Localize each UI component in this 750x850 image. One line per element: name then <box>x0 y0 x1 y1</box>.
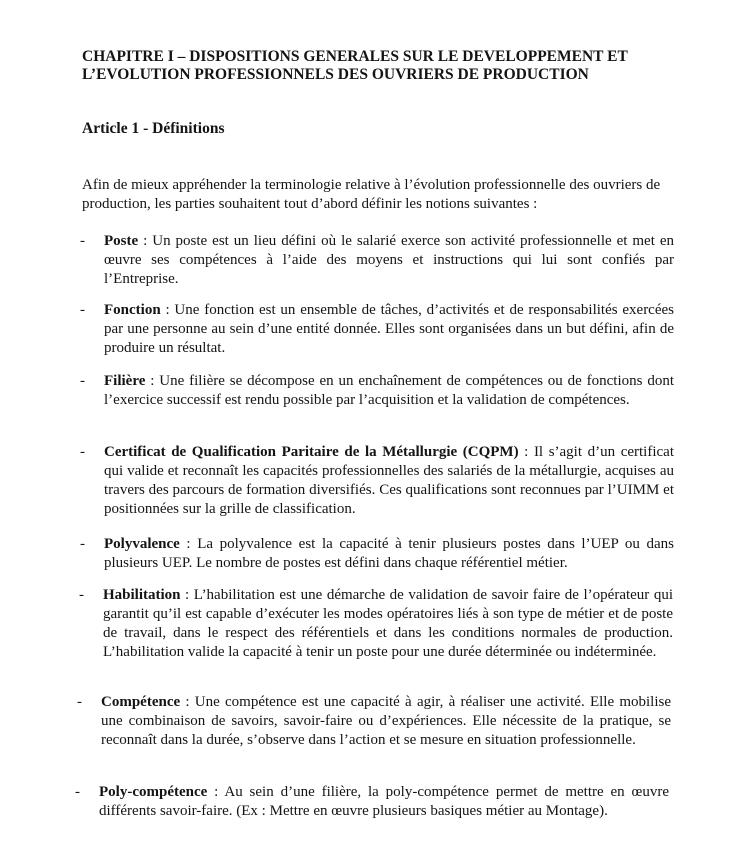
bullet-dash: - <box>80 536 85 552</box>
definition-item-filiere <box>80 372 675 410</box>
definition-separator: : <box>160 302 175 318</box>
definition-term: Fonction <box>104 302 161 318</box>
definition-text: Un poste est un lieu défini où le salarié exerce son activité professionnelle et met en œuvre ses compétences à l’aide des moyens et instructions qui lui sont confiés par l’Entreprise. <box>104 233 674 287</box>
definition-text: Au sein d’une filière, la poly-compétence permet de mettre en œuvre différents savoir-faire. (Ex : Mettre en œuvre plusieurs basiques métier au Montage). <box>99 784 670 819</box>
definition-term: Certificat de Qualification Paritaire de la Métallurgie (CQPM) <box>104 444 519 460</box>
definition-text: Une filière se décompose en un enchaînement de compétences ou de fonctions dont l’exercice successif est rendu possible par l’acquisition et la validation de compétences. <box>104 373 675 408</box>
definition-item-polyvalence <box>80 535 675 573</box>
definition-text: L’habilitation est une démarche de validation de savoir faire de l’opérateur qui garantit qu’il est capable d’exécuter les modes opératoires liés à son type de métier et de poste de travail, dans le respect des référentiels et dans les conditions normales de production. L’habilitation valide la capacité à tenir un poste pour une durée déterminée ou indéterminée. <box>103 587 674 660</box>
definition-item-poste <box>80 232 674 289</box>
chapter-title-line-1: CHAPITRE I – DISPOSITIONS GENERALES SUR LE DEVELOPPEMENT ET <box>82 48 628 65</box>
definition-separator: : <box>518 444 534 460</box>
bullet-dash: - <box>80 302 85 318</box>
article-title: Article 1 - Définitions <box>82 120 225 137</box>
bullet-dash: - <box>77 694 82 710</box>
definition-term: Compétence <box>101 694 181 710</box>
definition-term: Polyvalence <box>104 536 180 552</box>
definition-term: Filière <box>104 373 146 389</box>
definition-separator: : <box>138 233 153 249</box>
definition-text: La polyvalence est la capacité à tenir plusieurs postes dans l’UEP ou dans plusieurs UEP. Le nombre de postes est défini dans chaque référentiel métier. <box>104 536 675 571</box>
definition-text: Il s’agit d’un certificat qui valide et reconnaît les capacités professionnelles des salariés de la métallurgie, acquises au travers des parcours de formation diversifiés. Ces qualifications sont reconnues par l’UIMM et positionnées sur la grille de classification. <box>104 444 674 517</box>
definition-item-poly-competence <box>75 783 670 821</box>
definition-term: Poly-compétence <box>99 784 208 800</box>
definition-item-competence <box>77 693 671 750</box>
definition-item-cqpm <box>80 443 674 519</box>
bullet-dash: - <box>79 587 84 603</box>
definition-item-habilitation <box>79 586 674 662</box>
definition-separator: : <box>180 587 194 603</box>
definition-text: Une compétence est une capacité à agir, à réaliser une activité. Elle mobilise une combinaison de savoirs, savoir-faire ou d’expériences. Elle nécessite de la pratique, se reconnaît dans la durée, s’observe dans l’action et se mesure en situation professionnelle. <box>101 694 671 748</box>
bullet-dash: - <box>80 233 85 249</box>
bullet-dash: - <box>75 784 80 800</box>
definition-term: Habilitation <box>103 587 181 603</box>
definition-term: Poste <box>104 233 139 249</box>
definition-text: Une fonction est un ensemble de tâches, d’activités et de responsabilités exercées par une personne au sein d’une entité donnée. Elles sont organisées dans un but défini, afin de produire un résultat. <box>104 302 674 356</box>
bullet-dash: - <box>80 373 85 389</box>
bullet-dash: - <box>80 444 85 460</box>
chapter-title-line-2: L’EVOLUTION PROFESSIONNELS DES OUVRIERS DE PRODUCTION <box>82 66 589 83</box>
definition-separator: : <box>180 694 195 710</box>
definition-separator: : <box>179 536 198 552</box>
definition-item-fonction <box>80 301 674 358</box>
definition-separator: : <box>207 784 225 800</box>
definition-separator: : <box>145 373 160 389</box>
intro-paragraph: Afin de mieux appréhender la terminologie relative à l’évolution professionnelle des ouvriers de production, les parties souhaitent tout d’abord définir les notions suivantes : <box>82 177 661 212</box>
